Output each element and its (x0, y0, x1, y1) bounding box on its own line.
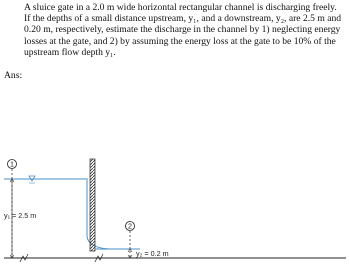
y2-label: y₂ = 0.2 m (136, 249, 169, 258)
problem-statement: A sluice gate in a 2.0 m wide horizontal rectangular channel is discharging freely. If the depths of a small distance upstream, y₁, and a downstream, y₂, are 2.5 m and 0.20 m, respectively, estimate the discharge in the channel by 1) neglecting energy losses at the gate, and 2) by assuming the energy loss at the gate to be 10% of the upstream flow depth y₁. (24, 2, 342, 58)
section-1-label: 1 (10, 159, 14, 169)
section-2-label: 2 (128, 221, 132, 231)
sluice-gate (90, 159, 95, 251)
answer-label: Ans: (4, 70, 23, 81)
y1-label: y₁ = 2.5 m (4, 211, 37, 220)
